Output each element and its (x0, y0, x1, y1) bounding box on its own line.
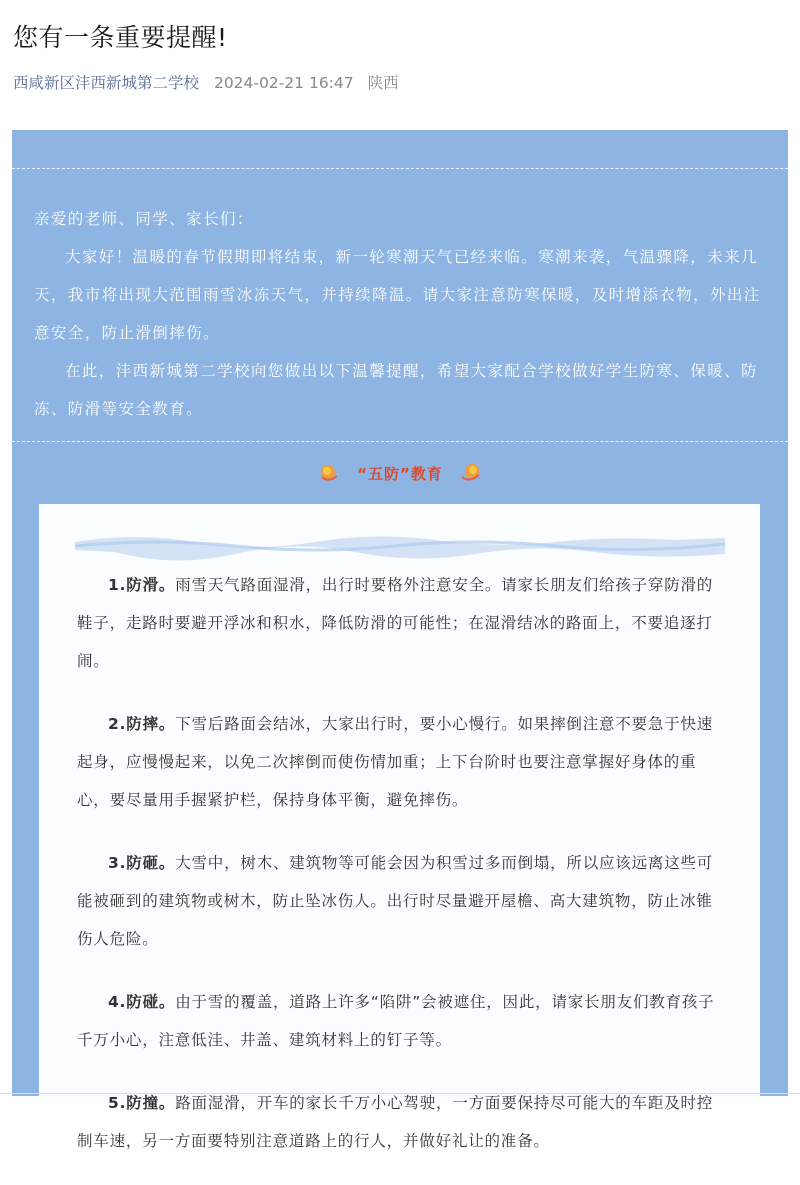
five-prevention-card (39, 504, 760, 1150)
list-item (77, 983, 727, 1059)
list-item (77, 566, 727, 680)
publish-time: 2024-02-21 16:47 (213, 74, 354, 92)
item-text: 雨雪天气路面湿滑，出行时要格外注意安全。请家长朋友们给孩子穿防滑的鞋子，走路时要避开浮冰和积水，降低防滑的可能性；在湿滑结冰的路面上，不要追逐打闹。 (77, 576, 714, 670)
greeting: 亲爱的老师、同学、家长们： (34, 210, 254, 228)
list-item (77, 705, 727, 819)
item-label: 1.防滑。 (108, 576, 176, 594)
item-text: 路面湿滑，开车的家长千万小心驾驶，一方面要保持尽可能大的车距及时控制车速，另一方面要特别注意道路上的行人，并做好礼让的准备。 (77, 1094, 714, 1150)
account-name-link[interactable]: 西咸新区沣西新城第二学校 (13, 74, 200, 92)
content-panel (12, 130, 788, 1150)
dashed-divider-top (12, 168, 788, 169)
bottom-divider (0, 1093, 800, 1094)
item-text: 下雪后路面会结冰，大家出行时，要小心慢行。如果摔倒注意不要急于快速起身，应慢慢起来，以免二次摔倒而使伤情加重；上下台阶时也要注意掌握好身体的重心，要尽量用手握紧护栏，保持身体平衡，避免摔伤。 (77, 715, 714, 809)
list-item (77, 844, 727, 958)
article-meta (13, 71, 399, 93)
article-title: 您有一条重要提醒! (13, 23, 228, 52)
intro-paragraph-2: 在此，沣西新城第二学校向您做出以下温馨提醒，希望大家配合学校做好学生防寒、保暖、防冻、防滑等安全教育。 (34, 362, 758, 418)
intro-paragraph-1: 大家好！温暖的春节假期即将结束，新一轮寒潮天气已经来临。寒潮来袭，气温骤降，未来几天，我市将出现大范围雨雪冰冻天气，并持续降温。请大家注意防寒保暖，及时增添衣物，外出注意安全，防止滑倒摔伤。 (34, 248, 761, 342)
item-label: 3.防砸。 (108, 854, 176, 872)
publish-location: 陕西 (367, 74, 399, 92)
dashed-divider-bottom (12, 441, 788, 442)
list-item (77, 1084, 727, 1160)
flower-icon (319, 463, 341, 483)
section-heading-text: “五防”教育 (357, 465, 443, 483)
intro-block (34, 200, 769, 428)
item-label: 2.防摔。 (108, 715, 176, 733)
item-label: 5.防撞。 (108, 1094, 176, 1112)
item-text: 由于雪的覆盖，道路上许多“陷阱”会被遮住，因此，请家长朋友们教育孩子千万小心，注意低洼、井盖、建筑材料上的钉子等。 (77, 993, 715, 1049)
section-heading (12, 463, 788, 484)
flower-icon (459, 463, 481, 483)
wave-decoration (75, 524, 725, 564)
item-text: 大雪中，树木、建筑物等可能会因为积雪过多而倒塌，所以应该远离这些可能被砸到的建筑物或树木，防止坠冰伤人。出行时尽量避开屋檐、高大建筑物，防止冰锥伤人危险。 (77, 854, 714, 948)
item-label: 4.防碰。 (108, 993, 176, 1011)
